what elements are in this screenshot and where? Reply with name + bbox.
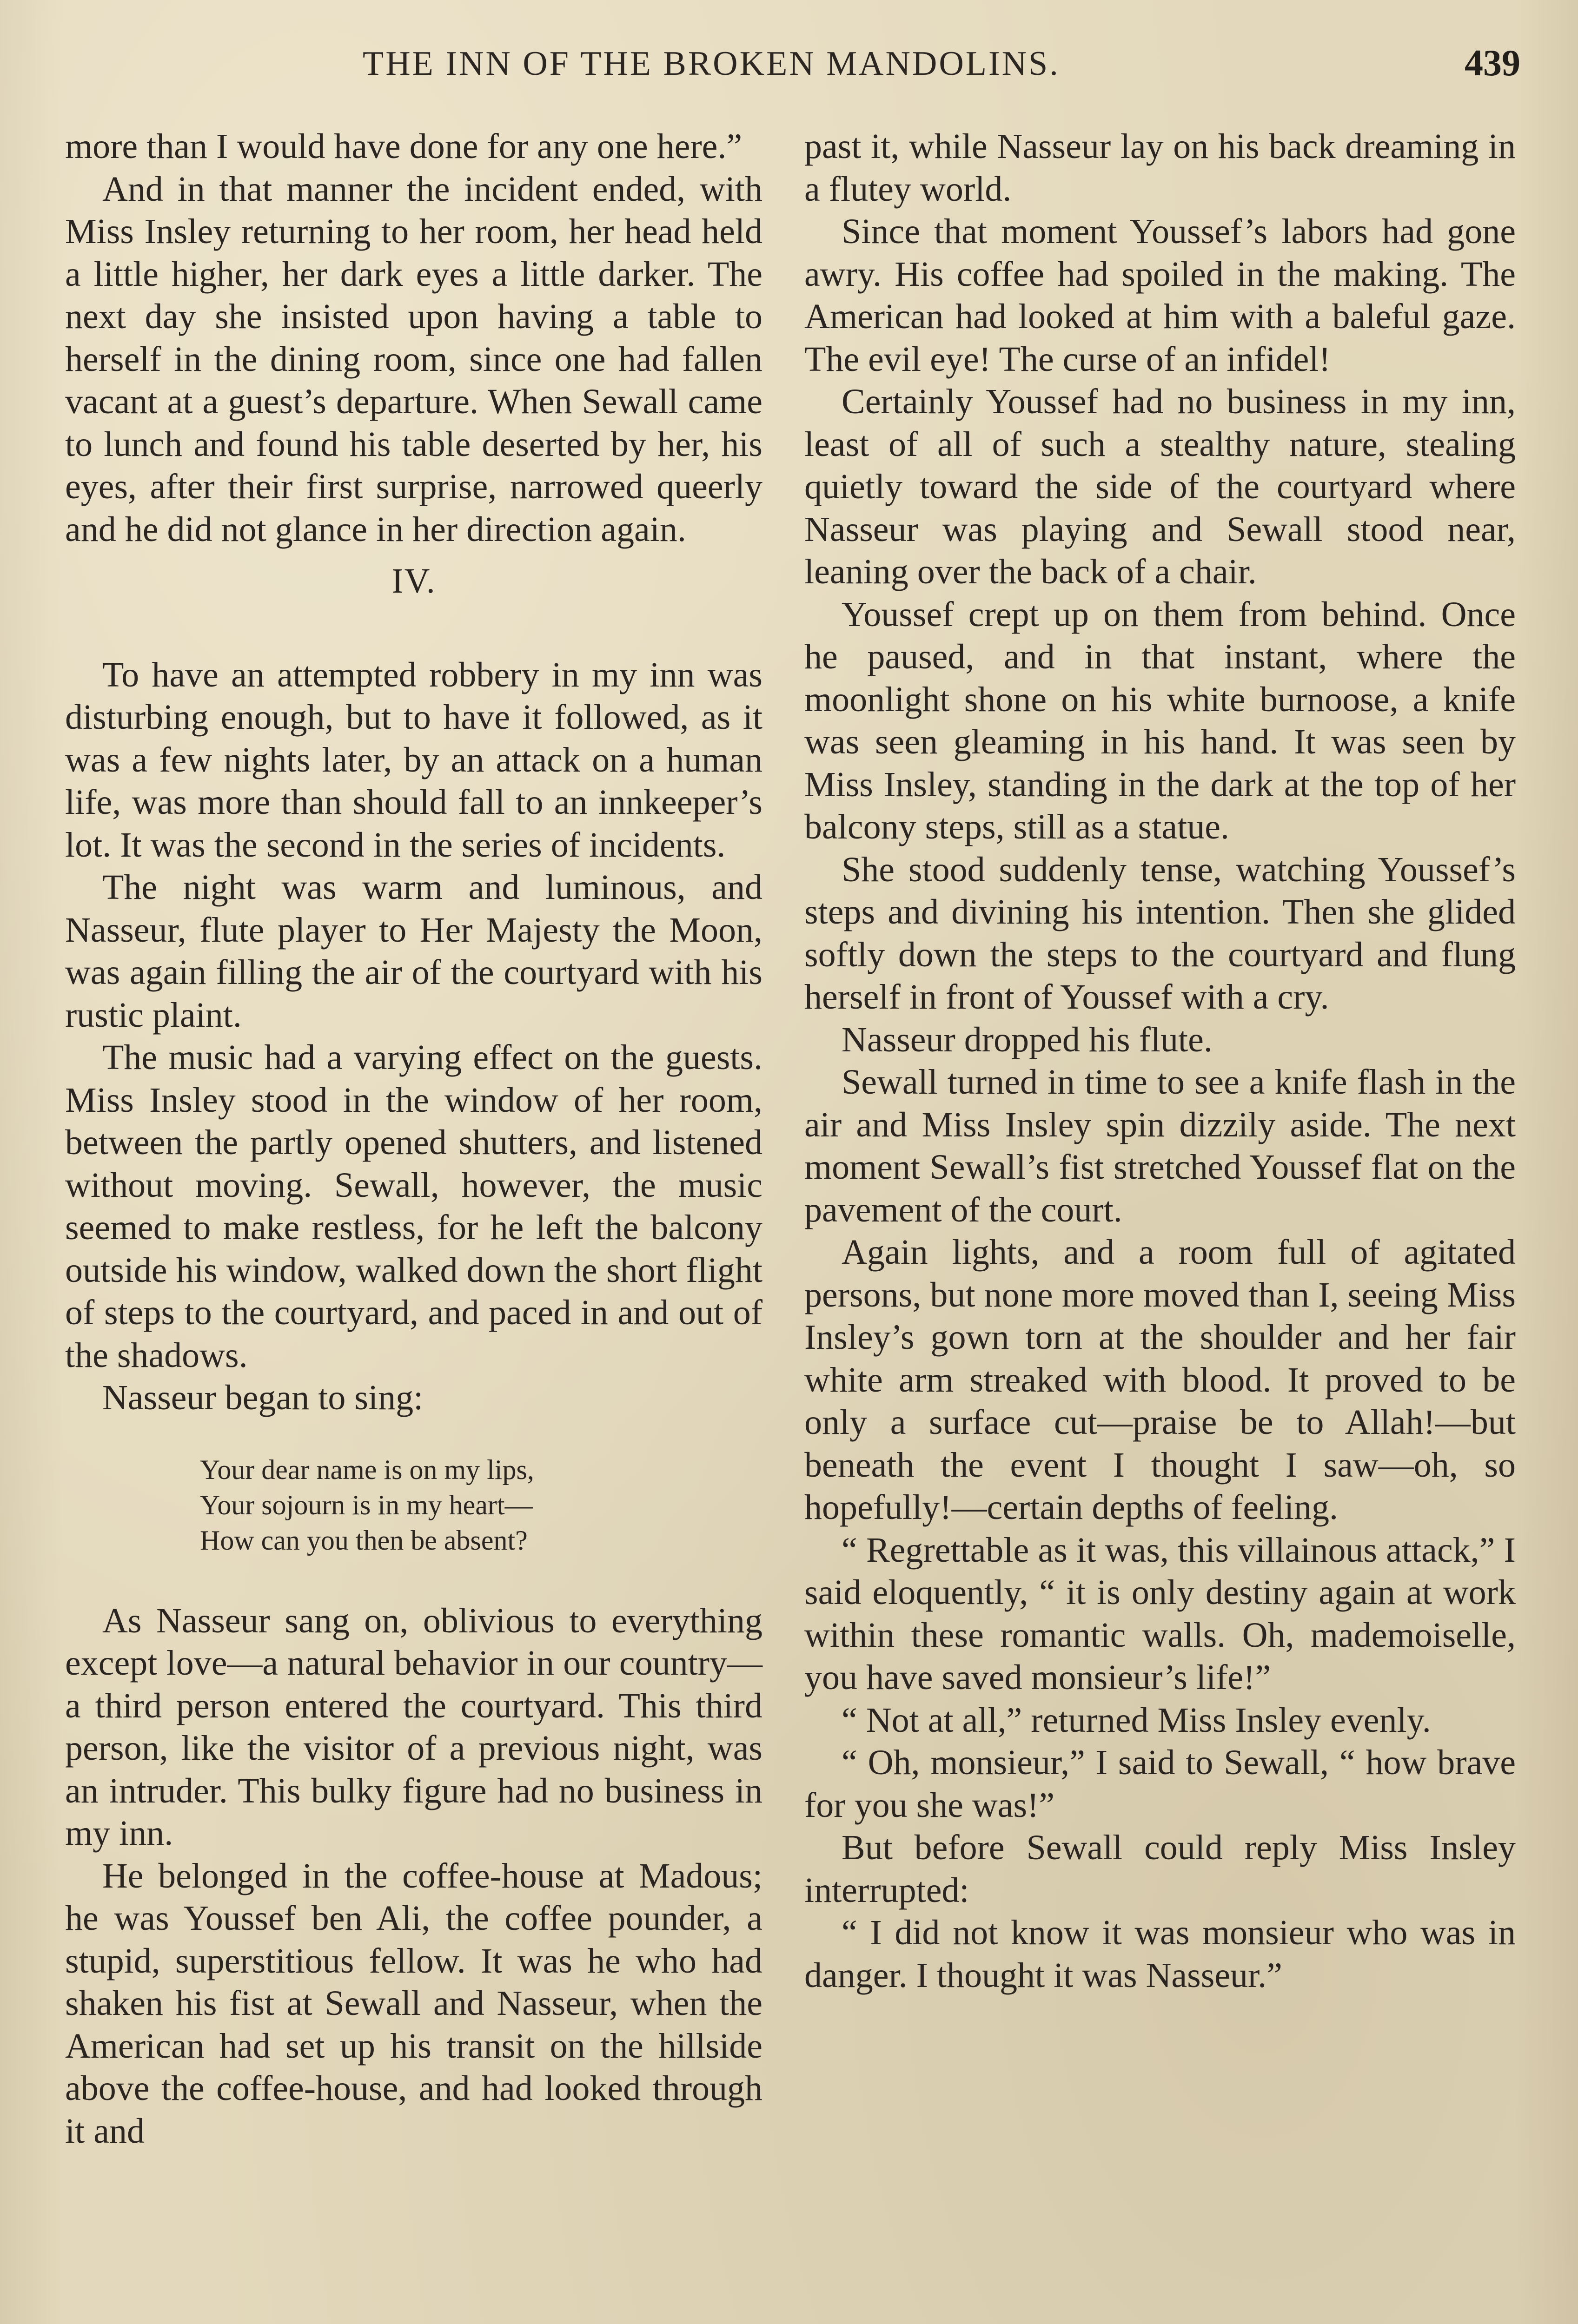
running-head — [74, 44, 1520, 100]
paragraph: Sewall turned in time to see a knife flash in the air and Miss Insley spin dizzily aside. The next moment Sewall’s fist stretched Youssef flat on the pavement of the court. — [804, 1063, 1516, 1229]
paragraph: The music had a varying effect on the guests. Miss Insley stood in the window of her room, between the partly opened shutters, and listened without moving. Sewall, however, the music seemed to make restless, for he left the balcony outside his window, walked down the short flight of steps to the courtyard, and paced in and out of the shadows. — [65, 1038, 762, 1375]
paragraph: “ Regrettable as it was, this villainous attack,” I said eloquently, “ it is only destiny again at work within these romantic walls. Oh, mademoiselle, you have saved monsieur’s life!” — [804, 1530, 1516, 1697]
paragraph: past it, while Nasseur lay on his back dreaming in a flutey world. — [804, 127, 1516, 209]
paragraph: more than I would have done for any one here.” — [65, 127, 743, 166]
paragraph: But before Sewall could reply Miss Insley interrupted: — [804, 1828, 1516, 1910]
page-number: 439 — [1465, 43, 1520, 84]
verse-line: How can you then be absent? — [200, 1525, 528, 1556]
paragraph: “ Not at all,” returned Miss Insley evenly. — [842, 1700, 1431, 1740]
paragraph: “ I did not know it was monsieur who was in danger. I thought it was Nasseur.” — [804, 1913, 1516, 1995]
paragraph: Certainly Youssef had no business in my inn, least of all of such a stealthy nature, stealing quietly toward the side of the courtyard where Nasseur was playing and Sewall stood near, leaning over the back of a chair. — [804, 382, 1516, 591]
section-heading: IV. — [391, 561, 436, 601]
paragraph: She stood suddenly tense, watching Youssef’s steps and divining his intention. Then she glided softly down the steps to the courtyard and flung herself in front of Youssef with a cry. — [804, 850, 1516, 1017]
paragraph: And in that manner the incident ended, with Miss Insley returning to her room, her head held a little higher, her dark eyes a little darker. The next day she insisted upon having a table to herself in the dining room, since one had fallen vacant at a guest’s departure. When Sewall came to lunch and found his table deserted by her, his eyes, after their first surprise, narrowed queerly and he did not glance in her direction again. — [65, 169, 762, 549]
verse — [200, 1452, 762, 1558]
paragraph: “ Oh, monsieur,” I said to Sewall, “ how brave for you she was!” — [804, 1743, 1516, 1825]
paragraph: Youssef crept up on them from behind. Once he paused, and in that instant, where the moonlight shone on his white burnoose, a knife was seen gleaming in his hand. It was seen by Miss Insley, standing in the dark at the top of her balcony steps, still as a statue. — [804, 594, 1516, 846]
paragraph: As Nasseur sang on, oblivious to everything except love—a natural behavior in our country—a third person entered the courtyard. This third person, like the visitor of a previous night, was an intruder. This bulky figure had no business in my inn. — [65, 1601, 762, 1853]
paragraph: Since that moment Youssef’s labors had gone awry. His coffee had spoiled in the making. The American had looked at him with a baleful gaze. The evil eye! The curse of an infidel! — [804, 212, 1516, 379]
paragraph: Nasseur dropped his flute. — [842, 1020, 1213, 1059]
left-column — [65, 125, 762, 2152]
verse-line: Your dear name is on my lips, — [200, 1454, 534, 1485]
paragraph: He belonged in the coffee-house at Madous; he was Youssef ben Ali, the coffee pounder, a stupid, superstitious fellow. It was he who had shaken his fist at Sewall and Nasseur, when the American had set up his transit on the hillside above the coffee-house, and had looked through it and — [65, 1856, 762, 2151]
verse-line: Your sojourn is in my heart— — [200, 1489, 533, 1520]
right-column — [804, 125, 1516, 1997]
paragraph: The night was warm and luminous, and Nasseur, flute player to Her Majesty the Moon, was again filling the air of the courtyard with his rustic plaint. — [65, 868, 762, 1035]
paragraph: Nasseur began to sing: — [102, 1378, 424, 1417]
paragraph: To have an attempted robbery in my inn was disturbing enough, but to have it followed, as it was a few nights later, by an attack on a human life, was more than should fall to an innkeeper’s lot. It was the second in the series of incidents. — [65, 655, 762, 865]
running-title: THE INN OF THE BROKEN MANDOLINS. — [363, 45, 1060, 83]
paragraph: Again lights, and a room full of agitated persons, but none more moved than I, seeing Miss Insley’s gown torn at the shoulder and her fair white arm streaked with blood. It proved to be only a surface cut—praise be to Allah!—but beneath the event I thought I saw—oh, so hopefully!—certain depths of feeling. — [804, 1233, 1516, 1527]
